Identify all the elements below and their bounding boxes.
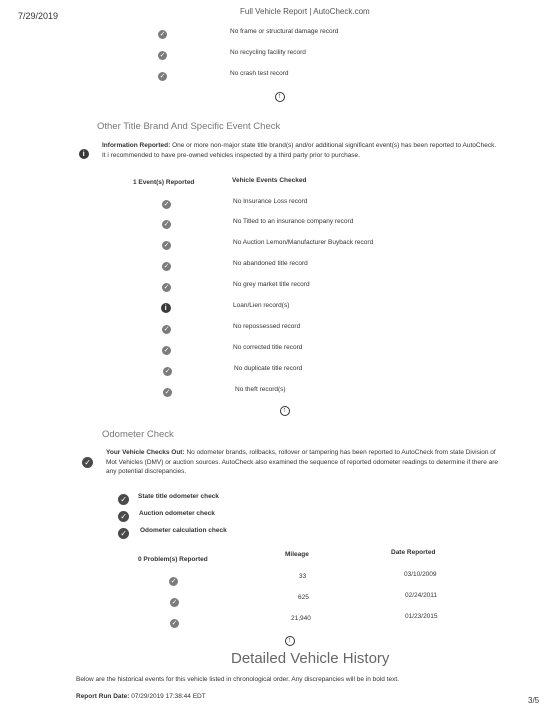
check-icon (158, 51, 167, 60)
check-icon (163, 367, 172, 376)
event-row: No Insurance Loss record (233, 198, 308, 205)
history-intro: Below are the historical events for this vehicle listed in chronological order. Any discrepancies will be in bold text. (76, 676, 400, 683)
info-icon (79, 149, 89, 159)
checkout-label: Your Vehicle Checks Out: (106, 449, 185, 456)
info-reported-body: One or more non-major state title brand(s) and/or additional significant event(s) has been reported to AutoCheck. It i recommended to have pre-owned vehicles inspected by a third party prior to purchase. (102, 142, 497, 159)
date-reported-value: 01/23/2015 (405, 613, 438, 620)
column-header-date-reported: Date Reported (391, 549, 436, 556)
check-icon (162, 346, 171, 355)
back-to-top-icon[interactable] (275, 92, 285, 102)
section-title-detailed-history: Detailed Vehicle History (231, 650, 390, 667)
back-to-top-icon[interactable] (285, 636, 295, 646)
check-icon (162, 241, 171, 250)
checkout-body: No odometer brands, rollbacks, rollover or tampering has been reported to AutoCheck from state Division of Mot Vehicles (DMV) or auction sources. AutoCheck also examined the sequence of reported odometer readings to determine if there are any potential discrepancies. (106, 449, 499, 475)
event-row: No abandoned title record (233, 260, 308, 267)
event-row: No Titled to an insurance company record (233, 218, 354, 225)
check-icon (158, 30, 167, 39)
info-icon (161, 303, 171, 313)
section-title-odometer: Odometer Check (102, 429, 174, 440)
event-row: No Auction Lemon/Manufacturer Buyback record (233, 239, 374, 246)
print-date: 7/29/2019 (18, 11, 59, 21)
mileage-value: 21,940 (291, 615, 311, 622)
info-reported-label: Information Reported: (102, 142, 171, 149)
report-run-date-label: Report Run Date: (76, 693, 130, 700)
mileage-value: 625 (298, 594, 309, 601)
mileage-value: 33 (299, 573, 307, 580)
check-icon (162, 220, 171, 229)
check-icon (162, 325, 171, 334)
section-title-other-title-brand: Other Title Brand And Specific Event Check (97, 121, 281, 132)
print-page-title: Full Vehicle Report | AutoCheck.com (240, 7, 370, 16)
check-circle-icon (82, 457, 93, 468)
event-row: No theft record(s) (235, 386, 286, 393)
back-to-top-icon[interactable] (280, 406, 290, 416)
event-row: No duplicate title record (234, 365, 303, 372)
report-run-date-value: 07/29/2019 17:38:44 EDT (131, 693, 206, 700)
column-header-problems: 0 Problem(s) Reported (138, 556, 208, 563)
odometer-check-item: State title odometer check (138, 493, 219, 500)
check-circle-icon (118, 511, 129, 522)
date-reported-value: 02/24/2011 (405, 592, 438, 599)
odometer-check-item: Odometer calculation check (140, 527, 227, 534)
column-header-events-reported: 1 Event(s) Reported (133, 179, 195, 186)
event-row: No corrected title record (233, 344, 303, 351)
page-number: 3/5 (528, 696, 540, 705)
check-circle-icon (118, 528, 129, 539)
checkout-text (106, 448, 501, 477)
check-icon (169, 577, 178, 586)
report-run-date (76, 693, 206, 700)
check-icon (163, 388, 172, 397)
date-reported-value: 03/10/2009 (404, 571, 437, 578)
check-icon (162, 283, 171, 292)
check-icon (158, 72, 167, 81)
column-header-mileage: Mileage (285, 551, 309, 558)
title-brand-row: No frame or structural damage record (230, 28, 339, 35)
odometer-check-item: Auction odometer check (139, 510, 215, 517)
event-row: No repossessed record (233, 323, 301, 330)
title-brand-row: No recycling facility record (230, 49, 306, 56)
event-row: No grey market title record (233, 281, 310, 288)
info-reported-text (102, 141, 497, 160)
event-row: Loan/Lien record(s) (233, 302, 290, 309)
check-icon (162, 200, 171, 209)
check-icon (170, 619, 179, 628)
check-circle-icon (118, 494, 129, 505)
check-icon (170, 598, 179, 607)
check-icon (162, 262, 171, 271)
title-brand-row: No crash test record (230, 70, 289, 77)
column-header-events-checked: Vehicle Events Checked (232, 177, 307, 184)
